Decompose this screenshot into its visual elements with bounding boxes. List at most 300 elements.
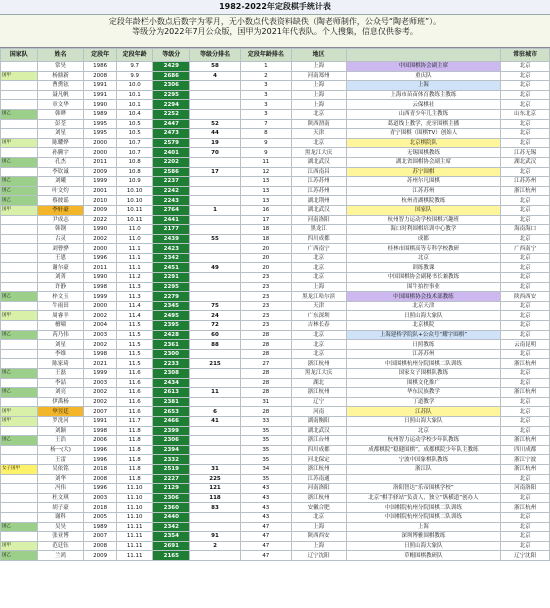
- cell-club: 围牛拍控事业: [346, 282, 501, 292]
- cell-year: 2008: [84, 541, 117, 551]
- cell-age: 10.8: [116, 157, 153, 167]
- cell-rrank: [190, 196, 241, 206]
- cell-team: 国乙: [1, 551, 38, 561]
- cell-rrank: [190, 522, 241, 532]
- table-row: [1, 81, 550, 91]
- cell-arank: 28: [240, 340, 291, 350]
- cell-arank: 43: [240, 493, 291, 503]
- cell-rrank: [190, 100, 241, 110]
- cell-city: 北京: [501, 215, 550, 225]
- cell-rrank: [190, 244, 241, 254]
- cell-rrank: [190, 551, 241, 561]
- cell-club: 北京棋院队: [346, 138, 501, 148]
- cell-rrank: [190, 186, 241, 196]
- cell-rating: 2361: [153, 340, 190, 350]
- cell-name: 李钦诚: [37, 167, 84, 177]
- cell-arank: 28: [240, 349, 291, 359]
- cell-rrank: 60: [190, 330, 241, 340]
- cell-arank: 9: [240, 138, 291, 148]
- cell-team: 国甲: [1, 205, 38, 215]
- cell-age: 11.6: [116, 388, 153, 398]
- cell-rating: 2686: [153, 71, 190, 81]
- cell-region: 广东深圳: [291, 311, 346, 321]
- cell-rating: 2399: [153, 426, 190, 436]
- cell-rrank: [190, 90, 241, 100]
- cell-arank: 33: [240, 416, 291, 426]
- cell-rating: 2308: [153, 369, 190, 379]
- cell-city: 湖北武汉: [501, 157, 550, 167]
- cell-city: 北京: [501, 522, 550, 532]
- cell-club: 上海: [346, 522, 501, 532]
- cell-region: 四川成都: [291, 234, 346, 244]
- table-row: [1, 90, 550, 100]
- cell-region: 江苏南通: [291, 474, 346, 484]
- cell-rating: 2434: [153, 378, 190, 388]
- cell-age: 11.5: [116, 359, 153, 369]
- cell-city: 浙江杭州: [501, 503, 550, 513]
- cell-arank: 43: [240, 512, 291, 522]
- cell-age: 11.1: [116, 244, 153, 254]
- cell-age: 11.5: [116, 349, 153, 359]
- cell-region: 北京: [291, 138, 346, 148]
- cell-team: 国乙: [1, 186, 38, 196]
- cell-rrank: [190, 109, 241, 119]
- cell-rating: 2202: [153, 157, 190, 167]
- cell-team: 国乙: [1, 196, 38, 206]
- cell-year: 2022: [84, 215, 117, 225]
- player-table: [0, 48, 550, 561]
- cell-rrank: [190, 177, 241, 187]
- cell-rating: 2306: [153, 81, 190, 91]
- cell-club: 成都: [346, 234, 501, 244]
- cell-year: 2010: [84, 196, 117, 206]
- cell-name: 李喆: [37, 378, 84, 388]
- cell-rrank: [190, 397, 241, 407]
- cell-region: 上海: [291, 62, 346, 72]
- cell-rrank: 83: [190, 503, 241, 513]
- intro-line-1: 定段年龄栏小数点后数字为零月，无小数点代表资料缺佚（陶老师制作，公众号“陶老师班”）。: [108, 17, 442, 26]
- table-row: [1, 416, 550, 426]
- table-row: [1, 512, 550, 522]
- cell-name: 王雷: [37, 455, 84, 465]
- cell-team: [1, 378, 38, 388]
- cell-city: 广西南宁: [501, 244, 550, 254]
- table-row: [1, 369, 550, 379]
- cell-region: 湖北: [291, 378, 346, 388]
- cell-rrank: [190, 426, 241, 436]
- cell-rating: 2441: [153, 215, 190, 225]
- cell-club: 日照山海大象队: [346, 416, 501, 426]
- cell-city: 浙江杭州: [501, 436, 550, 446]
- table-row: [1, 148, 550, 158]
- cell-team: [1, 445, 38, 455]
- cell-rrank: 11: [190, 388, 241, 398]
- cell-age: 11.10: [116, 503, 153, 513]
- cell-region: 北京: [291, 273, 346, 283]
- cell-name: 王磊: [37, 369, 84, 379]
- cell-age: 11.5: [116, 321, 153, 331]
- cell-rrank: 24: [190, 311, 241, 321]
- cell-city: 北京: [501, 100, 550, 110]
- table-row: [1, 340, 550, 350]
- cell-rrank: 41: [190, 416, 241, 426]
- cell-region: 安徽合肥: [291, 503, 346, 513]
- cell-city: 北京: [501, 263, 550, 273]
- cell-rating: 2294: [153, 100, 190, 110]
- cell-rrank: [190, 282, 241, 292]
- cell-rrank: 121: [190, 484, 241, 494]
- cell-rrank: 17: [190, 167, 241, 177]
- cell-age: 10.7: [116, 148, 153, 158]
- cell-rrank: 70: [190, 148, 241, 158]
- cell-rating: 2177: [153, 225, 190, 235]
- intro-notes: [0, 15, 550, 48]
- cell-name: 罗洗河: [37, 416, 84, 426]
- cell-age: 11.0: [116, 225, 153, 235]
- col-header-club: [346, 49, 501, 62]
- cell-rating: 2764: [153, 205, 190, 215]
- table-row: [1, 186, 550, 196]
- cell-age: 11.0: [116, 234, 153, 244]
- cell-rrank: [190, 445, 241, 455]
- cell-region: 上海: [291, 90, 346, 100]
- cell-arank: 23: [240, 311, 291, 321]
- cell-city: 河南洛阳: [501, 484, 550, 494]
- cell-region: 黑龙江大庆: [291, 369, 346, 379]
- cell-arank: 28: [240, 388, 291, 398]
- cell-name: 韩晔: [37, 109, 84, 119]
- cell-team: [1, 90, 38, 100]
- cell-age: 11.6: [116, 369, 153, 379]
- cell-name: 芮乃伟: [37, 330, 84, 340]
- cell-club: 北京: [346, 426, 501, 436]
- table-row: [1, 234, 550, 244]
- cell-rrank: 118: [190, 493, 241, 503]
- cell-rating: 2243: [153, 196, 190, 206]
- table-row: [1, 436, 550, 446]
- cell-region: 江西南昌: [291, 167, 346, 177]
- cell-year: 1999: [84, 369, 117, 379]
- cell-club: 上海建桥学院队+公众号“耀宇围棋”: [346, 330, 501, 340]
- cell-team: [1, 148, 38, 158]
- cell-rrank: 72: [190, 321, 241, 331]
- cell-name: 伊禹杨: [37, 397, 84, 407]
- table-row: [1, 273, 550, 283]
- cell-team: 国乙: [1, 369, 38, 379]
- cell-arank: 23: [240, 321, 291, 331]
- cell-club: 中国棋院杭州分院围棋二队训练: [346, 512, 501, 522]
- cell-rating: 2691: [153, 541, 190, 551]
- cell-rrank: [190, 253, 241, 263]
- cell-city: 北京: [501, 71, 550, 81]
- cell-team: [1, 455, 38, 465]
- cell-arank: 47: [240, 522, 291, 532]
- cell-arank: 13: [240, 177, 291, 187]
- cell-year: 1990: [84, 100, 117, 110]
- cell-club: 日照山海大象队: [346, 311, 501, 321]
- cell-city: 北京: [501, 138, 550, 148]
- cell-rrank: [190, 369, 241, 379]
- cell-name: 刘颖: [37, 426, 84, 436]
- table-row: [1, 119, 550, 129]
- cell-age: 11.8: [116, 455, 153, 465]
- cell-arank: 23: [240, 282, 291, 292]
- cell-year: 1991: [84, 81, 117, 91]
- cell-name: 王恩: [37, 253, 84, 263]
- cell-name: 孔杰: [37, 157, 84, 167]
- cell-region: 北京: [291, 512, 346, 522]
- cell-arank: 7: [240, 119, 291, 129]
- cell-year: 2003: [84, 330, 117, 340]
- cell-year: 2009: [84, 551, 117, 561]
- cell-name: 吴昊: [37, 522, 84, 532]
- cell-name: 谢尔豪: [37, 263, 84, 273]
- cell-rating: 2354: [153, 532, 190, 542]
- col-header-age-rank: 定段年龄排名: [240, 49, 291, 62]
- cell-rrank: [190, 512, 241, 522]
- cell-name: 刘星: [37, 129, 84, 139]
- table-row: [1, 426, 550, 436]
- table-row: [1, 263, 550, 273]
- cell-region: 河北保定: [291, 455, 346, 465]
- cell-club: 国家队: [346, 205, 501, 215]
- cell-age: 11.11: [116, 541, 153, 551]
- cell-rating: 2295: [153, 282, 190, 292]
- cell-year: 1995: [84, 129, 117, 139]
- cell-city: 北京: [501, 493, 550, 503]
- cell-region: 广西南宁: [291, 244, 346, 254]
- cell-team: 国乙: [1, 109, 38, 119]
- cell-club: 江苏队: [346, 407, 501, 417]
- cell-club: 北京: [346, 253, 501, 263]
- col-header-rating: 等级分: [153, 49, 190, 62]
- cell-region: 陕西西安: [291, 532, 346, 542]
- cell-age: 11.1: [116, 263, 153, 273]
- cell-club: 中国棋院杭州分院围棋二队训练: [346, 503, 501, 513]
- table-row: [1, 321, 550, 331]
- cell-region: 浙江台州: [291, 436, 346, 446]
- cell-region: 上海: [291, 522, 346, 532]
- cell-rrank: 49: [190, 263, 241, 273]
- cell-team: [1, 263, 38, 273]
- cell-rating: 2252: [153, 109, 190, 119]
- cell-club: 重庆队: [346, 71, 501, 81]
- cell-year: 1999: [84, 292, 117, 302]
- cell-age: 11.8: [116, 436, 153, 446]
- cell-year: 2002: [84, 234, 117, 244]
- cell-club: 洛阳智达“乐帝围棋学校”: [346, 484, 501, 494]
- cell-age: 11.11: [116, 551, 153, 561]
- cell-team: 国乙: [1, 436, 38, 446]
- cell-arank: 20: [240, 244, 291, 254]
- cell-name: 彭荃: [37, 119, 84, 129]
- cell-arank: 28: [240, 330, 291, 340]
- cell-year: 2007: [84, 407, 117, 417]
- cell-club: 日照山海大象队: [346, 541, 501, 551]
- table-row: [1, 455, 550, 465]
- cell-year: 2001: [84, 186, 117, 196]
- cell-city: 北京: [501, 541, 550, 551]
- cell-rating: 2439: [153, 234, 190, 244]
- cell-region: 江苏苏州: [291, 177, 346, 187]
- cell-year: 2018: [84, 464, 117, 474]
- cell-rrank: [190, 215, 241, 225]
- cell-club: 丁道教学: [346, 397, 501, 407]
- cell-team: 国甲: [1, 71, 38, 81]
- cell-team: [1, 129, 38, 139]
- cell-team: [1, 512, 38, 522]
- cell-city: 北京: [501, 81, 550, 91]
- cell-city: 北京: [501, 119, 550, 129]
- cell-rating: 2381: [153, 397, 190, 407]
- cell-rrank: 55: [190, 234, 241, 244]
- cell-rating: 2227: [153, 474, 190, 484]
- cell-rating: 2295: [153, 90, 190, 100]
- cell-team: [1, 532, 38, 542]
- cell-name: 张亚博: [37, 532, 84, 542]
- cell-city: 北京: [501, 426, 550, 436]
- cell-club: 日照教练: [346, 340, 501, 350]
- table-row: [1, 129, 550, 139]
- cell-city: 陕西西安: [501, 292, 550, 302]
- cell-club: 云保棋社: [346, 100, 501, 110]
- cell-city: 浙江杭州: [501, 359, 550, 369]
- cell-rating: 2429: [153, 62, 190, 72]
- cell-city: 北京: [501, 62, 550, 72]
- cell-year: 2006: [84, 436, 117, 446]
- cell-city: 北京: [501, 321, 550, 331]
- cell-name: 李维: [37, 349, 84, 359]
- cell-city: 北京: [501, 253, 550, 263]
- cell-team: [1, 282, 38, 292]
- cell-arank: 31: [240, 397, 291, 407]
- cell-arank: 8: [240, 129, 291, 139]
- cell-city: 北京: [501, 234, 550, 244]
- cell-age: 11.7: [116, 416, 153, 426]
- cell-region: 天津: [291, 301, 346, 311]
- cell-year: 2003: [84, 378, 117, 388]
- cell-year: 2007: [84, 532, 117, 542]
- table-row: [1, 282, 550, 292]
- table-row: [1, 378, 550, 388]
- cell-city: 北京: [501, 205, 550, 215]
- cell-age: 10.8: [116, 167, 153, 177]
- cell-year: 1998: [84, 426, 117, 436]
- cell-city: 海南海口: [501, 225, 550, 235]
- cell-arank: 23: [240, 273, 291, 283]
- cell-region: 湖北武汉: [291, 205, 346, 215]
- cell-name: 杜文琪: [37, 493, 84, 503]
- cell-region: 河南洛阳: [291, 484, 346, 494]
- cell-age: 11.6: [116, 397, 153, 407]
- cell-club: 苏州尔凡围棋: [346, 177, 501, 187]
- col-header-name: 姓名: [37, 49, 84, 62]
- cell-rrank: 1: [190, 205, 241, 215]
- table-row: [1, 407, 550, 417]
- cell-arank: 13: [240, 196, 291, 206]
- cell-year: 1990: [84, 273, 117, 283]
- cell-city: 北京: [501, 474, 550, 484]
- cell-team: [1, 474, 38, 484]
- cell-age: 9.7: [116, 62, 153, 72]
- col-header-rating-rank: 等级分排名: [190, 49, 241, 62]
- cell-region: 天津: [291, 129, 346, 139]
- cell-club: 海口时利围棋培训中心教学: [346, 225, 501, 235]
- cell-city: 北京: [501, 349, 550, 359]
- cell-arank: 11: [240, 157, 291, 167]
- cell-rating: 2395: [153, 321, 190, 331]
- table-row: [1, 551, 550, 561]
- cell-rating: 2473: [153, 129, 190, 139]
- cell-year: 2002: [84, 311, 117, 321]
- cell-club: 上海市苗苗体育教练主教练: [346, 90, 501, 100]
- cell-age: 11.5: [116, 340, 153, 350]
- cell-city: 云南昆明: [501, 340, 550, 350]
- cell-year: 2003: [84, 493, 117, 503]
- table-row: [1, 205, 550, 215]
- cell-rrank: 215: [190, 359, 241, 369]
- cell-rating: 2519: [153, 464, 190, 474]
- cell-age: 10.4: [116, 109, 153, 119]
- cell-city: 北京: [501, 378, 550, 388]
- cell-team: [1, 273, 38, 283]
- cell-year: 2008: [84, 71, 117, 81]
- cell-rrank: 75: [190, 301, 241, 311]
- cell-rrank: 44: [190, 129, 241, 139]
- cell-rrank: 6: [190, 407, 241, 417]
- cell-club: 桂林市围棋高等专科学校教研: [346, 244, 501, 254]
- cell-age: 11.5: [116, 330, 153, 340]
- cell-club: 中国围棋协会副主席: [346, 62, 501, 72]
- cell-club: 围棋文化推广: [346, 378, 501, 388]
- cell-rrank: 4: [190, 71, 241, 81]
- cell-year: 2009: [84, 205, 117, 215]
- cell-rating: 2242: [153, 186, 190, 196]
- cell-city: 北京: [501, 90, 550, 100]
- cell-rating: 2579: [153, 138, 190, 148]
- cell-region: 河南郑州: [291, 71, 346, 81]
- cell-year: 1991: [84, 90, 117, 100]
- cell-rating: 2342: [153, 253, 190, 263]
- cell-rating: 2300: [153, 349, 190, 359]
- cell-rating: 2332: [153, 455, 190, 465]
- cell-city: 北京: [501, 512, 550, 522]
- cell-year: 2000: [84, 244, 117, 254]
- cell-name: 牛雨田: [37, 301, 84, 311]
- cell-rating: 2586: [153, 167, 190, 177]
- cell-name: 章文华: [37, 100, 84, 110]
- cell-team: [1, 426, 38, 436]
- header-row: [1, 49, 550, 62]
- cell-club: 宁波中国象棋队教练: [346, 455, 501, 465]
- cell-arank: 23: [240, 292, 291, 302]
- cell-rrank: [190, 225, 241, 235]
- cell-year: 2021: [84, 359, 117, 369]
- cell-rrank: [190, 455, 241, 465]
- cell-name: 王浩: [37, 436, 84, 446]
- cell-rating: 2129: [153, 484, 190, 494]
- cell-arank: 28: [240, 407, 291, 417]
- cell-age: 10.10: [116, 196, 153, 206]
- cell-year: 1990: [84, 225, 117, 235]
- cell-region: 陕西渭南: [291, 119, 346, 129]
- cell-name: 范廷钰: [37, 541, 84, 551]
- cell-year: 2000: [84, 301, 117, 311]
- cell-team: [1, 359, 38, 369]
- cell-rrank: 58: [190, 62, 241, 72]
- cell-city: 北京: [501, 407, 550, 417]
- cell-club: 北京棋院: [346, 321, 501, 331]
